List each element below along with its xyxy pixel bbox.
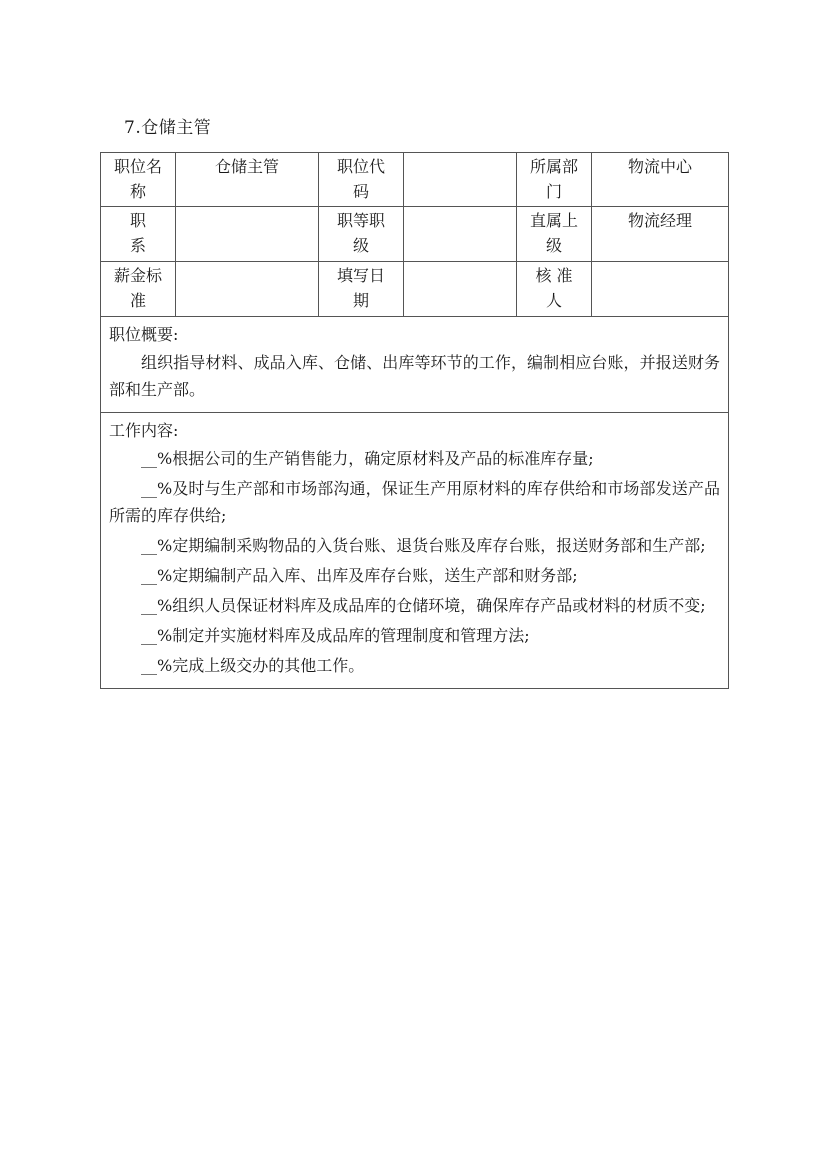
value-direct-superior: 物流经理 [592,207,729,262]
work-content-heading: 工作内容: [109,421,179,440]
value-salary-standard [176,262,319,317]
label-approver: 核 准人 [517,262,592,317]
job-description-table [100,152,729,689]
work-item: __%完成上级交办的其他工作。 [141,656,365,675]
label-direct-superior: 直属上级 [517,207,592,262]
label-position-code: 职位代码 [319,153,404,207]
value-department: 物流中心 [592,153,729,207]
work-item: __%及时与生产部和市场部沟通，保证生产用原材料的库存供给和市场部发送产品所需的库存供给; [109,479,720,525]
value-position-name: 仓储主管 [176,153,319,207]
overview-section [101,317,729,413]
value-position-code [404,153,517,207]
value-job-grade [404,207,517,262]
section-title: 7.仓储主管 [124,118,212,138]
work-item: __%根据公司的生产销售能力，确定原材料及产品的标准库存量; [141,449,594,468]
work-item: __%定期编制采购物品的入货台账、退货台账及库存台账，报送财务部和生产部; [141,536,706,555]
overview-text: 组织指导材料、成品入库、仓储、出库等环节的工作，编制相应台账，并报送财务部和生产部。 [109,353,720,399]
overview-heading: 职位概要: [109,325,179,344]
value-job-series [176,207,319,262]
value-fill-date [404,262,517,317]
label-position-name: 职位名称 [101,153,176,207]
work-item: __%定期编制产品入库、出库及库存台账，送生产部和财务部; [141,566,578,585]
label-job-grade: 职等职级 [319,207,404,262]
label-job-series: 职系 [101,207,176,262]
label-salary-standard: 薪金标准 [101,262,176,317]
label-fill-date: 填写日期 [319,262,404,317]
work-item: __%组织人员保证材料库及成品库的仓储环境，确保库存产品或材料的材质不变; [141,596,706,615]
label-department: 所属部门 [517,153,592,207]
work-item: __%制定并实施材料库及成品库的管理制度和管理方法; [141,626,530,645]
value-approver [592,262,729,317]
work-content-section [101,413,729,689]
